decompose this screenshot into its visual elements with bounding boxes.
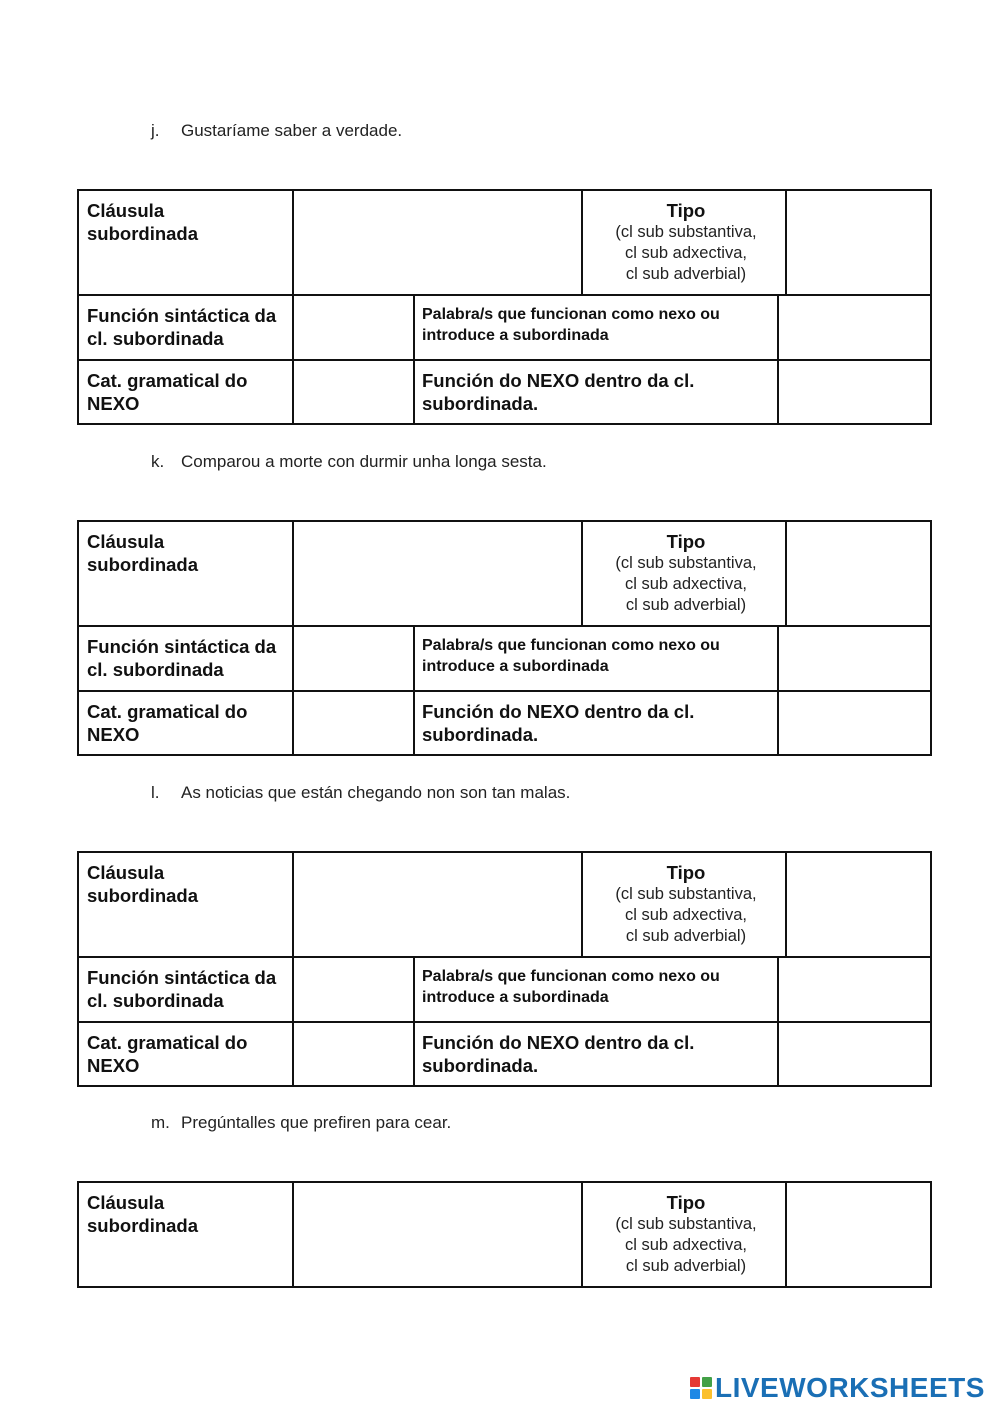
funcion-nexo-label: Función do NEXO dentro da cl. subordinada.	[422, 370, 695, 414]
tipo-line2: cl sub adxectiva,	[625, 1236, 747, 1254]
clausula-answer-field[interactable]	[294, 522, 582, 625]
exercise-text: Comparou a morte con durmir unha longa sesta.	[181, 452, 547, 471]
tipo-line2: cl sub adxectiva,	[625, 575, 747, 593]
row-clausula	[77, 189, 932, 296]
exercise-j-sentence	[151, 121, 402, 141]
funcion-nexo-answer-field[interactable]	[779, 361, 930, 423]
liveworksheets-logo[interactable]	[690, 1373, 985, 1403]
cat-gramatical-label: Cat. gramatical do NEXO	[87, 1032, 248, 1076]
funcion-sintactica-label: Función sintáctica da cl. subordinada	[87, 967, 277, 1011]
palabras-nexo-label: Palabra/s que funcionan como nexo ou introduce a subordinada	[422, 637, 720, 675]
clausula-answer-field[interactable]	[294, 853, 582, 956]
funcion-nexo-answer-field[interactable]	[779, 1023, 930, 1085]
tipo-answer-field[interactable]	[787, 522, 930, 625]
clausula-answer-field[interactable]	[294, 191, 582, 294]
tipo-title: Tipo	[666, 1192, 706, 1213]
palabras-nexo-label: Palabra/s que funcionan como nexo ou introduce a subordinada	[422, 306, 720, 344]
tipo-title: Tipo	[666, 200, 706, 221]
exercise-letter: k.	[151, 452, 165, 471]
palabras-nexo-answer-field[interactable]	[779, 958, 930, 1021]
exercise-k-sentence	[151, 452, 547, 472]
clausula-label: Cláusula subordinada	[87, 200, 199, 244]
cat-gramatical-label: Cat. gramatical do NEXO	[87, 370, 248, 414]
cat-gramatical-answer-field[interactable]	[294, 361, 412, 423]
cat-gramatical-answer-field[interactable]	[294, 1023, 412, 1085]
tipo-title: Tipo	[666, 862, 706, 883]
exercise-text: As noticias que están chegando non son tan malas.	[181, 783, 571, 802]
clausula-label: Cláusula subordinada	[87, 1192, 199, 1236]
exercise-text: Gustaríame saber a verdade.	[181, 121, 403, 140]
tipo-line2: cl sub adxectiva,	[625, 906, 747, 924]
row-cat-gramatical	[77, 690, 932, 756]
tipo-line2: cl sub adxectiva,	[625, 244, 747, 262]
tipo-line1: (cl sub substantiva,	[615, 885, 757, 903]
funcion-nexo-label: Función do NEXO dentro da cl. subordinada.	[422, 701, 695, 745]
funcion-sintactica-answer-field[interactable]	[294, 296, 412, 359]
palabras-nexo-answer-field[interactable]	[779, 627, 930, 690]
tipo-answer-field[interactable]	[787, 191, 930, 294]
clausula-label: Cláusula subordinada	[87, 531, 199, 575]
funcion-sintactica-answer-field[interactable]	[294, 627, 412, 690]
logo-square-red	[690, 1377, 700, 1387]
funcion-nexo-answer-field[interactable]	[779, 692, 930, 754]
logo-icon	[690, 1377, 712, 1399]
tipo-answer-field[interactable]	[787, 1183, 930, 1286]
row-clausula	[77, 851, 932, 958]
funcion-sintactica-answer-field[interactable]	[294, 958, 412, 1021]
logo-square-yellow	[702, 1389, 712, 1399]
funcion-nexo-label: Función do NEXO dentro da cl. subordinada.	[422, 1032, 695, 1076]
exercise-letter: l.	[151, 783, 160, 802]
funcion-sintactica-label: Función sintáctica da cl. subordinada	[87, 305, 277, 349]
tipo-line3: cl sub adverbial)	[625, 927, 747, 945]
palabras-nexo-answer-field[interactable]	[779, 296, 930, 359]
tipo-line1: (cl sub substantiva,	[615, 1215, 757, 1233]
tipo-line3: cl sub adverbial)	[625, 1257, 747, 1275]
row-clausula	[77, 520, 932, 627]
row-funcion-sintactica	[77, 956, 932, 1023]
row-cat-gramatical	[77, 1021, 932, 1087]
palabras-nexo-label: Palabra/s que funcionan como nexo ou introduce a subordinada	[422, 968, 720, 1006]
row-funcion-sintactica	[77, 625, 932, 692]
tipo-label	[584, 1191, 788, 1277]
tipo-label	[584, 199, 788, 285]
logo-text: LIVEWORKSHEETS	[715, 1372, 985, 1403]
exercise-l-sentence	[151, 783, 570, 803]
tipo-title: Tipo	[666, 531, 706, 552]
row-clausula	[77, 1181, 932, 1288]
exercise-m-sentence	[151, 1113, 451, 1133]
exercise-text: Pregúntalles que prefiren para cear.	[181, 1113, 452, 1132]
tipo-line1: (cl sub substantiva,	[615, 223, 757, 241]
cat-gramatical-answer-field[interactable]	[294, 692, 412, 754]
logo-square-blue	[690, 1389, 700, 1399]
tipo-answer-field[interactable]	[787, 853, 930, 956]
tipo-line3: cl sub adverbial)	[625, 596, 747, 614]
cat-gramatical-label: Cat. gramatical do NEXO	[87, 701, 248, 745]
tipo-label	[584, 861, 788, 947]
clausula-answer-field[interactable]	[294, 1183, 582, 1286]
tipo-line1: (cl sub substantiva,	[615, 554, 757, 572]
tipo-label	[584, 530, 788, 616]
row-funcion-sintactica	[77, 294, 932, 361]
tipo-line3: cl sub adverbial)	[625, 265, 747, 283]
clausula-label: Cláusula subordinada	[87, 862, 199, 906]
row-cat-gramatical	[77, 359, 932, 425]
funcion-sintactica-label: Función sintáctica da cl. subordinada	[87, 636, 277, 680]
exercise-letter: j.	[151, 121, 160, 140]
logo-square-green	[702, 1377, 712, 1387]
exercise-letter: m.	[151, 1113, 170, 1132]
